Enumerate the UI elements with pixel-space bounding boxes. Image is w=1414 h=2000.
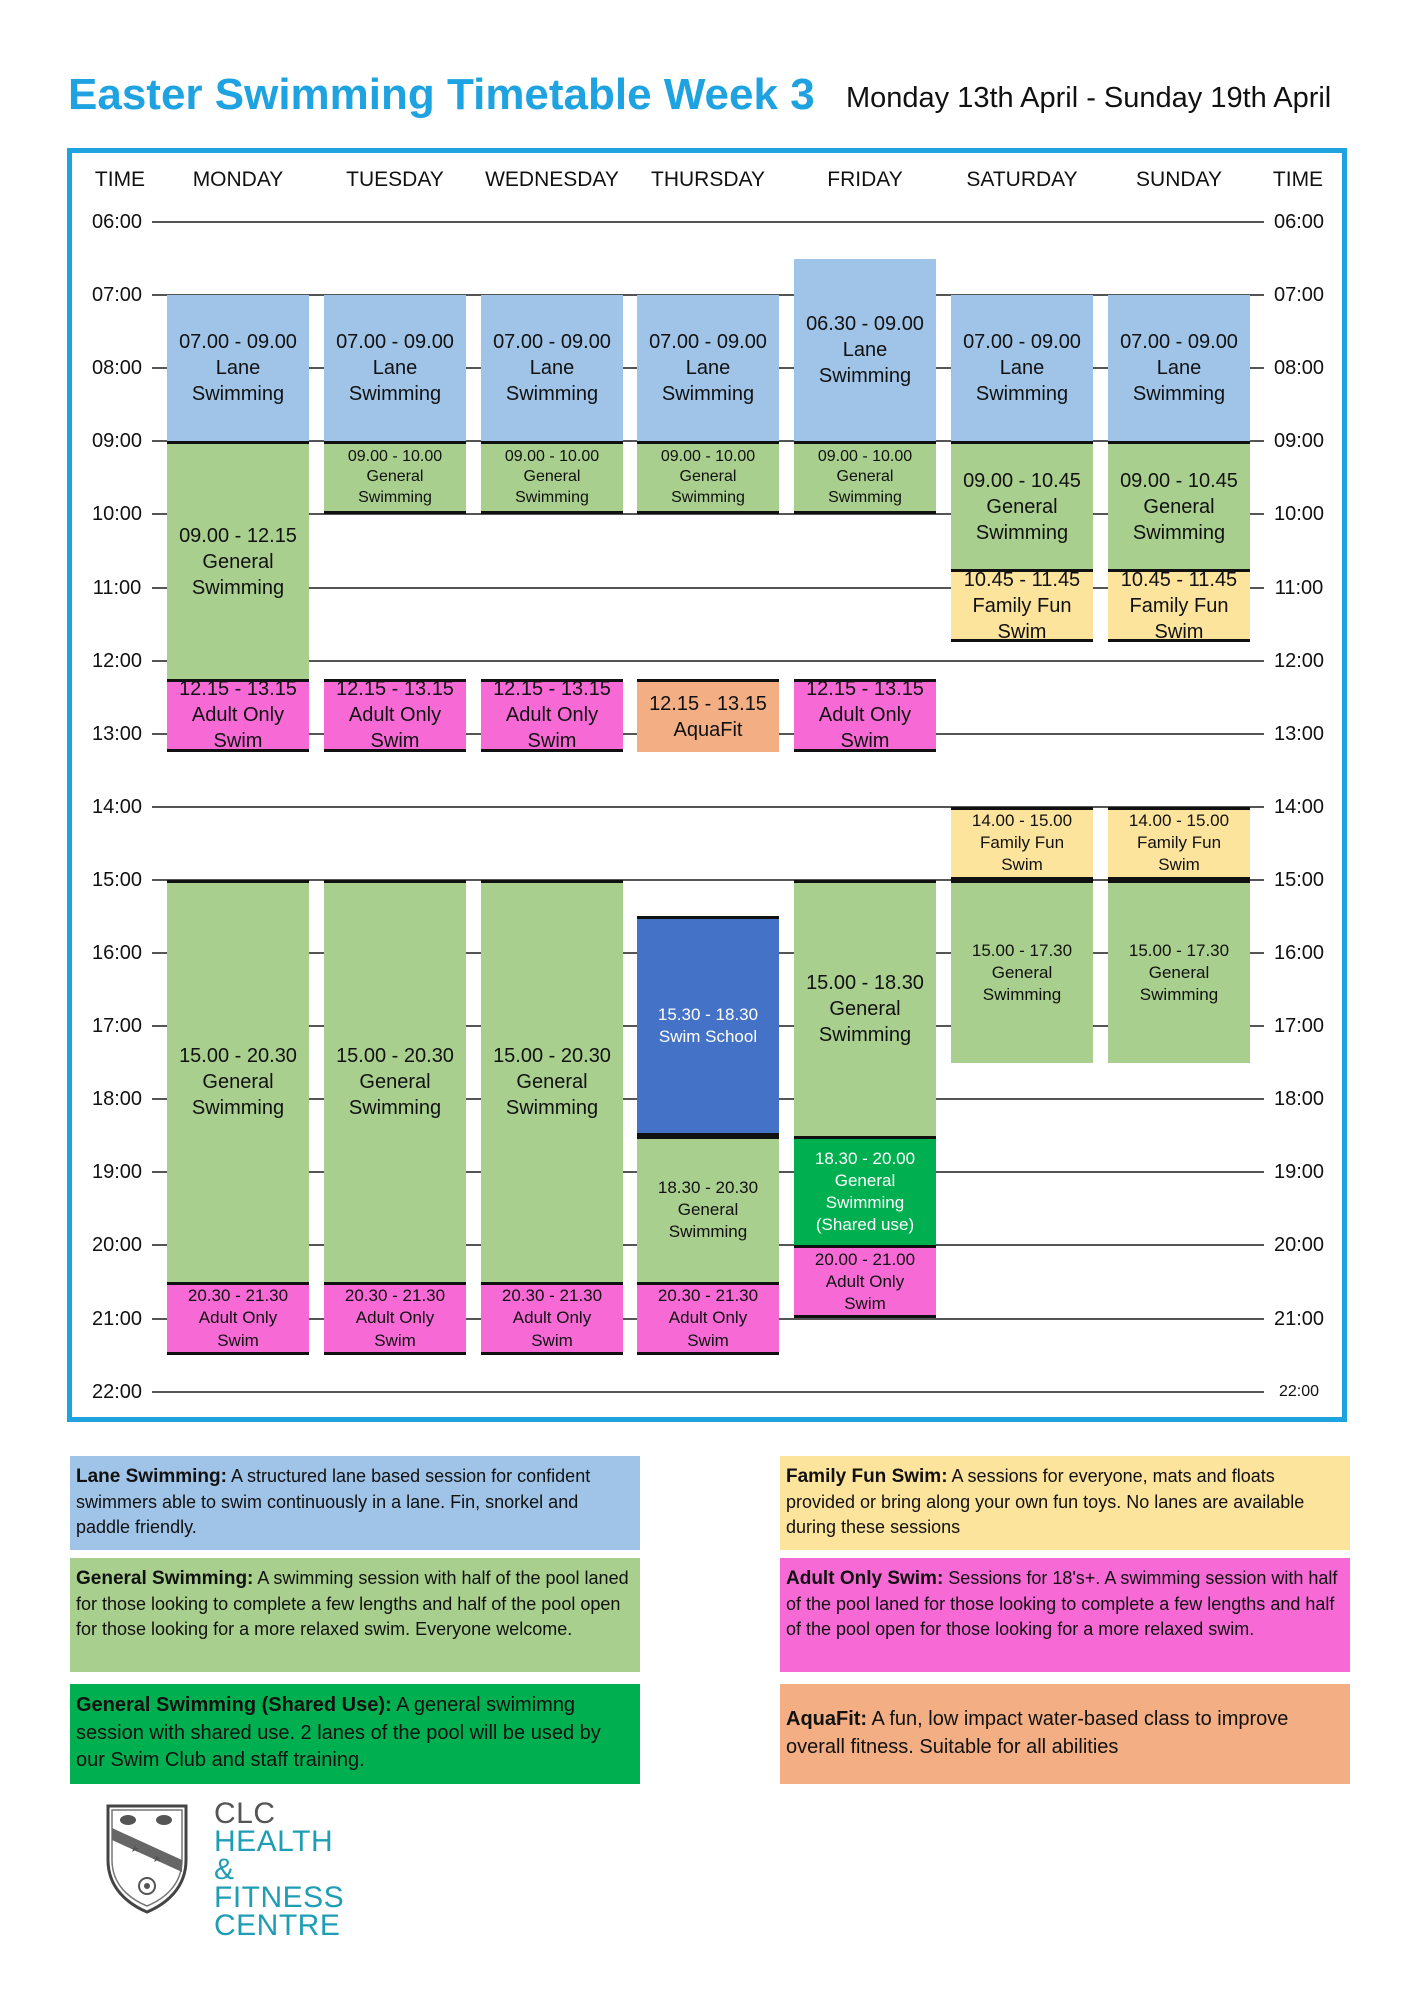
session-adult-block (794, 679, 936, 752)
session-label: Lane (842, 338, 888, 361)
session-label: General (986, 495, 1058, 518)
time-label-right: 11:00 (1274, 576, 1324, 599)
time-label-right: 17:00 (1273, 1015, 1325, 1038)
session-label: General (834, 1170, 896, 1190)
session-label: Swim (1158, 855, 1200, 875)
session-time: 14.00 - 15.00 (971, 811, 1073, 831)
session-label: Lane (685, 357, 731, 380)
session-time: 12.15 - 13.15 (493, 678, 611, 701)
legend-shared (70, 1684, 640, 1784)
session-label: Swimming (1132, 383, 1226, 406)
session-label: Swim (840, 730, 890, 752)
time-label-left: 12:00 (91, 649, 143, 672)
time-label-left: 17:00 (91, 1015, 143, 1038)
legend-lane-term: Lane Swimming: (76, 1466, 227, 1487)
legend-shared-text: A general swimimng session with shared use. 2 lanes of the pool will be used by our Swim Club and staff training. (76, 1694, 601, 1772)
column-header-time: TIME (1272, 168, 1324, 191)
hour-gridline (152, 221, 1264, 223)
legend-adult (780, 1558, 1350, 1672)
legend-family (780, 1456, 1350, 1550)
session-aquafit-block (637, 679, 779, 752)
session-label: Swimming (825, 1193, 905, 1213)
session-label: General (1148, 962, 1210, 982)
session-label: General (679, 468, 737, 486)
session-time: 07.00 - 09.00 (649, 331, 767, 354)
session-time: 09.00 - 12.15 (179, 524, 297, 547)
hour-gridline (152, 879, 1264, 881)
legend-lane (70, 1456, 640, 1550)
session-label: Swimming (348, 383, 442, 406)
time-label-right: 10:00 (1273, 503, 1325, 526)
time-label-left: 09:00 (91, 430, 143, 453)
session-label: General (523, 468, 581, 486)
logo-text (214, 1797, 364, 1942)
session-label: General (991, 962, 1053, 982)
session-time: 12.15 - 13.15 (806, 678, 924, 701)
session-label: General (366, 468, 424, 486)
column-header-friday: FRIDAY (827, 168, 903, 191)
session-label: Swimming (982, 984, 1062, 1004)
session-label: Swimming (191, 383, 285, 406)
session-label: General (677, 1200, 739, 1220)
session-label: Swimming (671, 489, 745, 507)
session-time: 15.00 - 17.30 (1128, 940, 1230, 960)
time-label-right: 18:00 (1273, 1088, 1325, 1111)
session-time: 15.00 - 20.30 (493, 1045, 611, 1068)
session-label: Adult Only (825, 1271, 905, 1291)
session-adult-block (167, 1282, 309, 1355)
session-general-block (324, 441, 466, 514)
session-time: 09.00 - 10.00 (817, 447, 913, 465)
session-label: Family Fun (972, 594, 1072, 617)
time-label-right: 07:00 (1273, 284, 1325, 307)
shield-crest-icon (104, 1800, 190, 1916)
time-label-left: 22:00 (91, 1380, 143, 1403)
session-time: 15.00 - 20.30 (336, 1045, 454, 1068)
session-time: 07.00 - 09.00 (179, 331, 297, 354)
session-label: Family Fun (1129, 594, 1229, 617)
session-time: 10.45 - 11.45 (1120, 569, 1238, 591)
column-header-time: TIME (94, 168, 146, 191)
column-header-wednesday: WEDNESDAY (485, 168, 619, 191)
session-time: 14.00 - 15.00 (1128, 811, 1230, 831)
time-label-right: 16:00 (1273, 942, 1325, 964)
logo-line-3: & FITNESS (214, 1853, 345, 1914)
session-label: General (836, 468, 894, 486)
session-label: Family Fun (979, 833, 1065, 853)
session-general-block (637, 1136, 779, 1282)
session-swim-school-block (637, 916, 779, 1135)
session-label: Swimming (975, 383, 1069, 406)
session-family-block (1108, 569, 1250, 642)
session-label: General (829, 998, 901, 1021)
session-lane-block (167, 295, 309, 441)
session-time: 15.00 - 18.30 (806, 972, 924, 995)
time-label-left: 16:00 (91, 942, 143, 964)
session-lane-block (1108, 295, 1250, 441)
session-label: Swimming (1132, 521, 1226, 544)
session-general-block (481, 441, 623, 514)
session-label: Swim (374, 1330, 416, 1350)
session-general-block (481, 880, 623, 1282)
session-label: Swimming (191, 576, 285, 599)
session-label: Swimming (975, 521, 1069, 544)
time-label-right: 19:00 (1273, 1161, 1325, 1184)
session-time: 07.00 - 09.00 (493, 331, 611, 354)
time-label-left: 07:00 (91, 284, 143, 307)
column-header-sunday: SUNDAY (1136, 168, 1222, 191)
time-label-left: 21:00 (91, 1307, 143, 1330)
legend-aquafit-text: A fun, low impact water-based class to improve overall fitness. Suitable for all abilities (786, 1708, 1289, 1758)
session-general-block (794, 441, 936, 514)
time-label-right: 21:00 (1273, 1307, 1325, 1330)
date-range: Monday 13th April - Sunday 19th April (846, 82, 1332, 114)
session-time: 09.00 - 10.00 (347, 447, 443, 465)
time-label-right: 12:00 (1273, 649, 1325, 672)
session-label: Swimming (661, 383, 755, 406)
session-label: Family Fun (1136, 833, 1222, 853)
session-adult-block (167, 679, 309, 752)
session-time: 20.30 - 21.30 (344, 1286, 446, 1306)
session-label: General (202, 550, 274, 573)
clc-logo (104, 1797, 364, 1942)
time-label-right: 09:00 (1273, 430, 1325, 453)
session-label: Swimming (348, 1097, 442, 1120)
time-label-left: 18:00 (91, 1088, 143, 1111)
session-time: 20.30 - 21.30 (501, 1286, 603, 1306)
session-label: Swim (531, 1330, 573, 1350)
session-label: Swim School (658, 1027, 758, 1047)
session-label: Swimming (358, 489, 432, 507)
session-label: Swim (1001, 855, 1043, 875)
session-label: General (1143, 495, 1215, 518)
time-label-right: 22:00 (1278, 1382, 1320, 1400)
session-label: Swim (997, 620, 1047, 643)
session-adult-block (637, 1282, 779, 1355)
session-label: Swim (687, 1330, 729, 1350)
session-time: 09.00 - 10.45 (963, 469, 1081, 492)
legend-aquafit (780, 1684, 1350, 1784)
session-label: Swim (213, 730, 263, 752)
legend-general-term: General Swimming: (76, 1568, 254, 1589)
session-general-block (324, 880, 466, 1282)
session-label: Swim (370, 730, 420, 752)
time-label-left: 11:00 (92, 576, 142, 599)
session-lane-block (794, 259, 936, 442)
session-label: Adult Only (818, 704, 912, 727)
session-label: Adult Only (348, 704, 442, 727)
session-family-block (951, 807, 1093, 880)
column-header-tuesday: TUESDAY (346, 168, 444, 191)
session-family-block (951, 569, 1093, 642)
session-adult-block (481, 679, 623, 752)
session-time: 07.00 - 09.00 (1120, 331, 1238, 354)
time-label-right: 08:00 (1273, 357, 1325, 380)
session-lane-block (324, 295, 466, 441)
session-shared-block (794, 1136, 936, 1246)
logo-line-4: CENTRE (214, 1909, 341, 1942)
session-label: Swimming (505, 1097, 599, 1120)
session-adult-block (324, 1282, 466, 1355)
session-label: Swimming (191, 1097, 285, 1120)
hour-gridline (152, 1391, 1264, 1393)
legend-family-term: Family Fun Swim: (786, 1466, 948, 1487)
session-time: 18.30 - 20.30 (657, 1178, 759, 1198)
column-header-monday: MONDAY (192, 168, 284, 191)
time-label-left: 15:00 (91, 868, 143, 891)
session-general-block (167, 441, 309, 679)
session-label: Lane (529, 357, 575, 380)
legend-shared-term: General Swimming (Shared Use): (76, 1694, 392, 1716)
session-label: General (202, 1071, 274, 1094)
legend-aquafit-term: AquaFit: (786, 1708, 868, 1730)
legend-family-text: A sessions for everyone, mats and floats provided or bring along your own fun toys. No lanes are available during these sessions (786, 1466, 1305, 1538)
session-time: 20.30 - 21.30 (187, 1286, 289, 1306)
session-label: Swimming (668, 1222, 748, 1242)
time-label-left: 13:00 (91, 722, 143, 745)
session-general-block (637, 441, 779, 514)
session-time: 09.00 - 10.00 (504, 447, 600, 465)
time-label-left: 10:00 (91, 503, 143, 526)
session-label: Swim (527, 730, 577, 752)
session-label: Swimming (1139, 984, 1219, 1004)
session-label: Swim (1154, 620, 1204, 643)
session-general-block (951, 880, 1093, 1063)
time-label-right: 13:00 (1273, 722, 1325, 745)
time-label-left: 08:00 (91, 357, 143, 380)
session-time: 20.00 - 21.00 (814, 1249, 916, 1269)
legend-lane-text: A structured lane based session for confident swimmers able to swim continuously in a lane. Fin, snorkel and paddle friendly. (76, 1466, 591, 1538)
session-time: 12.15 - 13.15 (179, 678, 297, 701)
session-general-block (1108, 880, 1250, 1063)
session-time: 15.30 - 18.30 (657, 1004, 759, 1024)
time-label-right: 06:00 (1273, 211, 1325, 233)
session-time: 06.30 - 09.00 (806, 312, 924, 335)
time-label-left: 14:00 (91, 795, 143, 818)
page-title: Easter Swimming Timetable Week 3 (68, 70, 815, 119)
session-label: Adult Only (668, 1308, 748, 1328)
session-lane-block (637, 295, 779, 441)
session-time: 07.00 - 09.00 (963, 331, 1081, 354)
session-label: Swimming (818, 364, 912, 387)
session-label: AquaFit (673, 718, 743, 741)
session-time: 09.00 - 10.00 (660, 447, 756, 465)
session-label: Swimming (818, 1024, 912, 1047)
hour-gridline (152, 660, 1264, 662)
session-time: 10.45 - 11.45 (963, 569, 1081, 591)
legend-general-text: A swimming session with half of the pool laned for those looking to complete a few lengths and half of the pool open for those looking for a more relaxed swim. Everyone welcome. (76, 1568, 629, 1640)
time-label-right: 20:00 (1273, 1234, 1325, 1257)
legend-general (70, 1558, 640, 1672)
session-family-block (1108, 807, 1250, 880)
session-label: Swim (217, 1330, 259, 1350)
legend-adult-term: Adult Only Swim: (786, 1568, 944, 1589)
time-label-left: 06:00 (91, 211, 143, 233)
session-general-block (167, 880, 309, 1282)
session-label: Adult Only (355, 1308, 435, 1328)
session-label: General (359, 1071, 431, 1094)
session-adult-block (324, 679, 466, 752)
time-label-right: 14:00 (1273, 795, 1325, 818)
session-label: Lane (215, 357, 261, 380)
session-label: Adult Only (198, 1308, 278, 1328)
session-label: Swimming (515, 489, 589, 507)
session-label: Lane (999, 357, 1045, 380)
session-lane-block (481, 295, 623, 441)
hour-gridline (152, 587, 1264, 589)
column-header-saturday: SATURDAY (966, 168, 1078, 191)
session-time: 12.15 - 13.15 (649, 692, 767, 715)
session-general-block (1108, 441, 1250, 569)
session-lane-block (951, 295, 1093, 441)
session-time: 15.00 - 17.30 (971, 940, 1073, 960)
logo-line-1: CLC (214, 1797, 276, 1830)
session-time: 18.30 - 20.00 (814, 1148, 916, 1168)
session-adult-block (794, 1245, 936, 1318)
time-label-left: 19:00 (91, 1161, 143, 1184)
time-label-right: 15:00 (1273, 868, 1325, 891)
session-time: 12.15 - 13.15 (336, 678, 454, 701)
session-time: 15.00 - 20.30 (179, 1045, 297, 1068)
logo-line-2: HEALTH (214, 1825, 334, 1858)
session-label: Adult Only (512, 1308, 592, 1328)
session-time: 07.00 - 09.00 (336, 331, 454, 354)
session-label: Swimming (828, 489, 902, 507)
session-label: Adult Only (505, 704, 599, 727)
session-label: Swim (844, 1293, 886, 1313)
session-general-block (794, 880, 936, 1136)
session-label: Lane (372, 357, 418, 380)
legend-adult-text: Sessions for 18's+. A swimming session with half of the pool laned for those looking to complete a few lengths and half of the pool open for those looking for a more relaxed swim. (786, 1568, 1338, 1640)
session-adult-block (481, 1282, 623, 1355)
session-label: Lane (1156, 357, 1202, 380)
hour-gridline (152, 806, 1264, 808)
session-label: Swimming (505, 383, 599, 406)
session-time: 09.00 - 10.45 (1120, 469, 1238, 492)
session-general-block (951, 441, 1093, 569)
time-label-left: 20:00 (91, 1234, 143, 1257)
column-header-thursday: THURSDAY (651, 168, 765, 191)
session-label: General (516, 1071, 588, 1094)
session-label: Adult Only (191, 704, 285, 727)
session-time: 20.30 - 21.30 (657, 1286, 759, 1306)
session-label: (Shared use) (815, 1215, 915, 1235)
